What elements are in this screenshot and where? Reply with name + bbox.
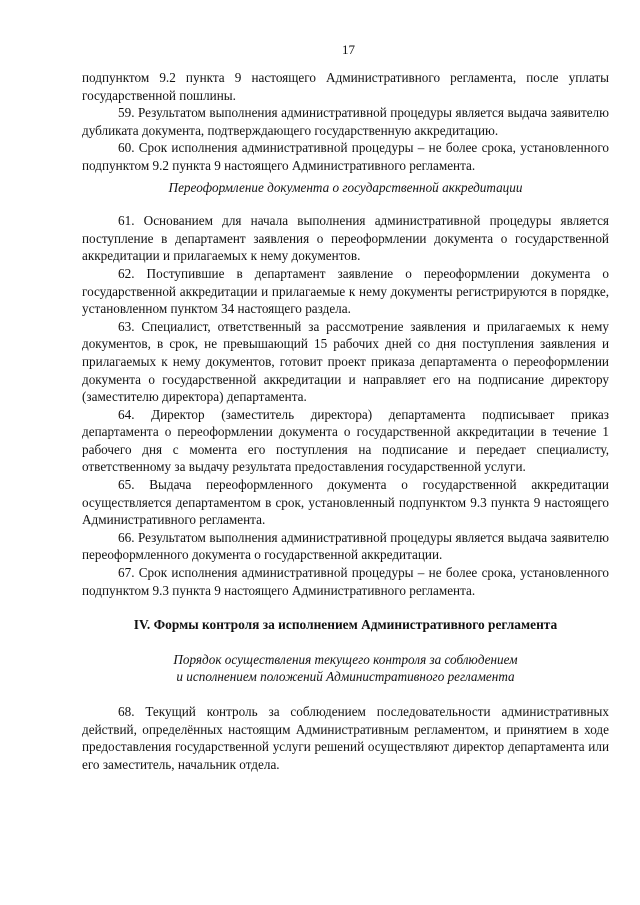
paragraph-63: 63. Специалист, ответственный за рассмотрение заявления и прилагаемых к нему документов, в срок, не превышающий 15 рабочих дней со дня поступления заявления и прилагаемых к нему документов, готовит проект приказа департамента о переоформлении документа о государственной аккредитации и направляет его на подписание директору (заместителю директора) департамента. <box>82 318 609 405</box>
paragraph-66: 66. Результатом выполнения административной процедуры является выдача заявителю переоформленного документа о государственной аккредитации. <box>82 529 609 563</box>
paragraphs-before <box>82 69 609 175</box>
paragraph-continuation: подпунктом 9.2 пункта 9 настоящего Административного регламента, после уплаты государственной пошлины. <box>82 70 609 103</box>
paragraph-61: 61. Основанием для начала выполнения административной процедуры является поступление в департамент заявления о переоформлении документа о государственной аккредитации и прилагаемых к нему документов. <box>82 213 609 264</box>
page-number: 17 <box>342 42 355 57</box>
paragraph-65: 65. Выдача переоформленного документа о государственной аккредитации осуществляется департаментом в срок, установленный подпунктом 9.3 пункта 9 настоящего Административного регламента. <box>82 477 609 528</box>
paragraph-60: 60. Срок исполнения административной процедуры – не более срока, установленного подпунктом 9.2 пункта 9 настоящего Административного регламента. <box>82 140 609 173</box>
paragraph-64: 64. Директор (заместитель директора) департамента подписывает приказ департамента о переоформлении документа о государственной аккредитации в течение 1 рабочего дня с момента его поступления на подписание и передает специалисту, ответственному за выдачу результата предоставления государственной услуги. <box>82 406 609 475</box>
paragraphs-control <box>82 703 609 773</box>
paragraph-67: 67. Срок исполнения административной процедуры – не более срока, установленного подпунктом 9.3 пункта 9 настоящего Административного регламента. <box>82 565 609 598</box>
subheading-control <box>82 651 609 686</box>
section-heading-iv: IV. Формы контроля за исполнением Административного регламента <box>133 617 558 633</box>
paragraph-59: 59. Результатом выполнения административной процедуры является выдача заявителю дубликата документа, подтверждающего государственную аккредитацию. <box>82 105 609 138</box>
subheading-reissue: Переоформление документа о государственной аккредитации <box>168 179 523 195</box>
subheading-control-line-2: и исполнением положений Административного регламента <box>176 669 515 685</box>
paragraphs-reissue <box>82 212 609 599</box>
subheading-control-line-1: Порядок осуществления текущего контроля за соблюдением <box>173 651 518 667</box>
paragraph-68: 68. Текущий контроль за соблюдением последовательности административных действий, определённых настоящим Административным регламентом, и принятием в ходе предоставления государственной услуги решений осуществляют директор департамента или его заместитель, начальник отдела. <box>82 704 609 772</box>
paragraph-62: 62. Поступившие в департамент заявление о переоформлении документа о государственной аккредитации и прилагаемые к нему документы регистрируются в порядке, установленном пунктом 34 настоящего раздела. <box>82 265 609 317</box>
